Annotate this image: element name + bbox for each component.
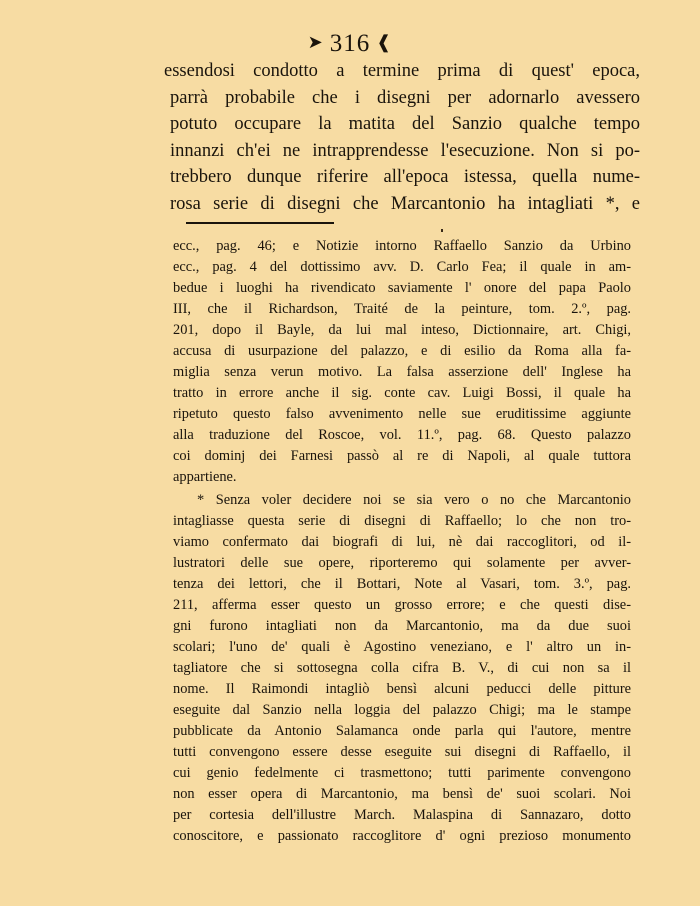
main-text-line: innanzi ch'ei ne intrapprendesse l'esecuzione. Non si po- <box>170 140 640 161</box>
footnote-line: intagliasse questa serie di disegni di Raffaello; lo che non tro- <box>173 513 631 529</box>
footnote-line: nome. Il Raimondi intagliò bensì alcuni peducci delle pitture <box>173 681 631 697</box>
footnote-line: appartiene. <box>173 469 237 485</box>
footnote-line: tenza dei lettori, che il Bottari, Note al Vasari, tom. 3.º, pag. <box>173 576 631 592</box>
main-text-line: rosa serie di disegni che Marcantonio ha intagliati *, e <box>170 193 640 214</box>
footnote-line: cui genio fedelmente ci trasmettono; tutti parimente convengono <box>173 765 631 781</box>
footnote-line: tutti convengono essere desse eseguite sui disegni di Raffaello, il <box>173 744 631 760</box>
footnote-line: scolari; l'uno de' quali è Agostino veneziano, e l' altro un in- <box>173 639 631 655</box>
footnote-line: accusa di usurpazione del palazzo, e di esilio da Roma alla fa- <box>173 343 631 359</box>
footnote-line: III, che il Richardson, Traité de la peinture, tom. 2.º, pag. <box>173 301 631 317</box>
right-ornament-icon: ❰ <box>376 32 393 52</box>
footnote-line: tagliatore che si sottosegna colla cifra B. V., di cui non sa il <box>173 660 631 676</box>
main-text-line: potuto occupare la matita del Sanzio qualche tempo <box>170 114 640 135</box>
footnotes-block <box>173 236 631 847</box>
footnote-line: * Senza voler decidere noi se sia vero o no che Marcantonio <box>197 492 631 508</box>
footnote-line: pubblicate da Antonio Salamanca onde parla qui l'autore, mentre <box>173 723 631 739</box>
footnote-line: ecc., pag. 46; e Notizie intorno Raffaello Sanzio da Urbino <box>173 238 631 254</box>
footnote-line: 201, dopo il Bayle, da lui mal inteso, Dictionnaire, art. Chigi, <box>173 322 631 338</box>
main-text-line: trebbero dunque riferire all'epoca istessa, quella nume- <box>170 167 640 188</box>
footnote-line: 211, afferma esser questo un grosso errore; e che questi dise- <box>173 597 631 613</box>
footnote-line: per cortesia dell'illustre March. Malaspina di Sannazaro, dotto <box>173 807 631 823</box>
footnote-line: ripetuto questo falso avvenimento nelle sue eruditissime aggiunte <box>173 406 631 422</box>
page-header <box>0 30 700 58</box>
left-ornament-icon: ➤ <box>307 32 324 52</box>
footnote-line: ecc., pag. 4 del dottissimo avv. D. Carlo Fea; il quale in am- <box>173 259 631 275</box>
main-text-line: parrà probabile che i disegni per adornarlo avessero <box>170 87 640 108</box>
footnote-line: miglia senza verun motivo. La falsa asserzione dell' Inglese ha <box>173 364 631 380</box>
main-text-block <box>164 58 640 218</box>
footnote-line: viamo confermato dai biografi di lui, nè dai raccoglitori, od il- <box>173 534 631 550</box>
print-speck <box>441 229 443 232</box>
footnote-divider <box>186 222 334 224</box>
footnote-line: conoscitore, e passionato raccoglitore d' ogni prezioso monumento <box>173 828 631 844</box>
footnote-line: lustratori delle sue opere, riporteremo qui solamente per avver- <box>173 555 631 571</box>
footnote-line: eseguite dal Sanzio nella loggia del palazzo Chigi; ma le stampe <box>173 702 631 718</box>
footnote-line: bedue i luoghi ha rivendicato saviamente l' onore del papa Paolo <box>173 280 631 296</box>
footnote-line: alla traduzione del Roscoe, vol. 11.º, pag. 68. Questo palazzo <box>173 427 631 443</box>
footnote-line: gni furono intagliati non da Marcantonio, ma da due suoi <box>173 618 631 634</box>
footnote-line: non esser opera di Marcantonio, ma bensì de' suoi scolari. Noi <box>173 786 631 802</box>
footnote-line: tratto in errore anche il sig. conte cav. Luigi Bossi, il quale ha <box>173 385 631 401</box>
footnote-line: coi dominj dei Farnesi passò al re di Napoli, al quale tuttora <box>173 448 631 464</box>
page-number: 316 <box>329 30 371 57</box>
main-text-line: essendosi condotto a termine prima di quest' epoca, <box>164 61 640 81</box>
